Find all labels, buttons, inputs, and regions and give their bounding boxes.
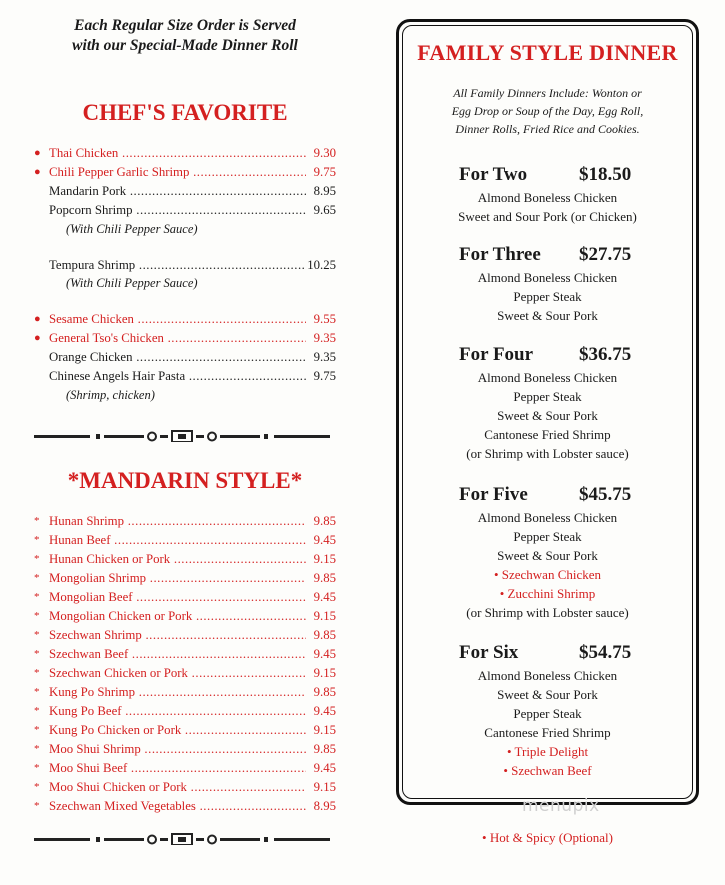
- spicy-bullet-icon: ●: [34, 147, 41, 159]
- menu-item: ● General Tso's Chicken ..... 9.35: [34, 329, 336, 348]
- asterisk-marker: *: [34, 515, 40, 527]
- family-group-price: $27.75: [579, 244, 632, 265]
- menu-item: * Moo Shui Chicken or Pork ..... 9.15: [34, 778, 336, 797]
- family-group-header: [399, 244, 696, 268]
- family-group-header: [399, 164, 696, 188]
- asterisk-marker: *: [34, 534, 40, 546]
- menu-item: * Kung Po Beef ..... 9.45: [34, 702, 336, 721]
- family-style-description: [419, 84, 676, 138]
- family-group-dish: Sweet & Sour Pork: [497, 687, 598, 702]
- menu-item: Orange Chicken ..... 9.35: [34, 348, 336, 367]
- family-group-label: For Six: [459, 642, 519, 663]
- family-group-dish: Pepper Steak: [513, 706, 582, 721]
- spicy-bullet-icon: ●: [34, 332, 41, 344]
- menu-item: * Moo Shui Beef ..... 9.45: [34, 759, 336, 778]
- family-group-dish: Almond Boneless Chicken: [477, 370, 618, 385]
- ornament-divider: [34, 430, 330, 442]
- asterisk-marker: *: [34, 705, 40, 717]
- description-line: Egg Drop or Soup of the Day, Egg Roll,: [451, 104, 644, 118]
- family-group: [399, 642, 696, 780]
- family-group-dish: Pepper Steak: [513, 389, 582, 404]
- description-line: All Family Dinners Include: Wonton or: [453, 86, 642, 100]
- family-group-dish: Pepper Steak: [513, 529, 582, 544]
- family-group: [399, 164, 696, 226]
- menu-item: * Hunan Beef ..... 9.45: [34, 531, 336, 550]
- hot-spicy-footnote: • Hot & Spicy (Optional): [482, 830, 613, 845]
- family-group-dish: Cantonese Fried Shrimp: [484, 725, 611, 740]
- menu-item: * Mongolian Chicken or Pork ..... 9.15: [34, 607, 336, 626]
- family-group-dish: • Triple Delight: [506, 744, 589, 759]
- mandarin-style-title: *MANDARIN STYLE*: [67, 468, 303, 493]
- family-group-dish: Almond Boneless Chicken: [477, 510, 618, 525]
- spicy-bullet-icon: ●: [34, 313, 41, 325]
- family-group-header: [399, 344, 696, 368]
- spicy-bullet-icon: ●: [34, 166, 41, 178]
- family-group-dish: Almond Boneless Chicken: [477, 190, 618, 205]
- family-group-header: [399, 642, 696, 666]
- menu-item: ● Sesame Chicken ..... 9.55: [34, 310, 336, 329]
- family-group-dish: Almond Boneless Chicken: [477, 668, 618, 683]
- menu-item: * Hunan Chicken or Pork ..... 9.15: [34, 550, 336, 569]
- menu-item: * Mongolian Shrimp ..... 9.85: [34, 569, 336, 588]
- family-group-label: For Two: [459, 164, 528, 185]
- family-group-price: $36.75: [579, 344, 632, 365]
- asterisk-marker: *: [34, 572, 40, 584]
- family-group-dish: • Szechwan Beef: [503, 763, 592, 778]
- menu-item: * Kung Po Shrimp ..... 9.85: [34, 683, 336, 702]
- menu-item: * Szechwan Mixed Vegetables ..... 8.95: [34, 797, 336, 816]
- asterisk-marker: *: [34, 610, 40, 622]
- menu-item: * Szechwan Beef ..... 9.45: [34, 645, 336, 664]
- watermark: menupix: [522, 796, 600, 816]
- family-group-dish: (or Shrimp with Lobster sauce): [466, 446, 629, 461]
- family-group-label: For Three: [459, 244, 541, 265]
- ornament-divider: [34, 833, 330, 845]
- family-group-label: For Five: [459, 484, 528, 505]
- item-note: (With Chili Pepper Sauce): [66, 276, 198, 290]
- menu-item: * Mongolian Beef ..... 9.45: [34, 588, 336, 607]
- family-group-dish: Almond Boneless Chicken: [477, 270, 618, 285]
- family-style-box: [396, 19, 699, 805]
- asterisk-marker: *: [34, 743, 40, 755]
- family-group: [399, 344, 696, 463]
- item-note: (With Chili Pepper Sauce): [66, 222, 198, 236]
- family-group-price: $45.75: [579, 484, 632, 505]
- asterisk-marker: *: [34, 667, 40, 679]
- asterisk-marker: *: [34, 781, 40, 793]
- family-group-dish: Sweet & Sour Pork: [497, 408, 598, 423]
- intro-line: with our Special-Made Dinner Roll: [72, 37, 298, 54]
- chefs-favorite-title: CHEF'S FAVORITE: [82, 100, 288, 125]
- menu-item: Tempura Shrimp ..... 10.25: [34, 256, 336, 275]
- family-group-dish: Sweet & Sour Pork: [497, 308, 598, 323]
- family-group-dish: • Szechwan Chicken: [493, 567, 602, 582]
- family-style-title: FAMILY STYLE DINNER: [417, 40, 678, 65]
- menu-item: * Hunan Shrimp ..... 9.85: [34, 512, 336, 531]
- family-group-dish: (or Shrimp with Lobster sauce): [466, 605, 629, 620]
- description-line: Dinner Rolls, Fried Rice and Cookies.: [455, 122, 640, 136]
- asterisk-marker: *: [34, 686, 40, 698]
- menu-item: ● Thai Chicken ..... 9.30: [34, 144, 336, 163]
- family-group-dish: Sweet & Sour Pork: [497, 548, 598, 563]
- menu-item: Mandarin Pork ..... 8.95: [34, 182, 336, 201]
- asterisk-marker: *: [34, 648, 40, 660]
- intro-line: Each Regular Size Order is Served: [74, 17, 296, 34]
- asterisk-marker: *: [34, 800, 40, 812]
- family-group-price: $54.75: [579, 642, 632, 663]
- asterisk-marker: *: [34, 629, 40, 641]
- menu-item: Popcorn Shrimp ..... 9.65: [34, 201, 336, 220]
- asterisk-marker: *: [34, 591, 40, 603]
- family-group-dish: Pepper Steak: [513, 289, 582, 304]
- family-group-dish: Cantonese Fried Shrimp: [484, 427, 611, 442]
- menu-item: ● Chili Pepper Garlic Shrimp ..... 9.75: [34, 163, 336, 182]
- family-group-dish: • Zucchini Shrimp: [499, 586, 596, 601]
- intro-text: [40, 16, 330, 56]
- item-note: (Shrimp, chicken): [66, 388, 155, 402]
- family-group-dish: Sweet and Sour Pork (or Chicken): [458, 209, 637, 224]
- family-group-price: $18.50: [579, 164, 632, 185]
- menu-item: * Kung Po Chicken or Pork ..... 9.15: [34, 721, 336, 740]
- menu-item: * Szechwan Chicken or Pork ..... 9.15: [34, 664, 336, 683]
- menu-item: * Moo Shui Shrimp ..... 9.85: [34, 740, 336, 759]
- family-group: [399, 244, 696, 325]
- family-group-header: [399, 484, 696, 508]
- asterisk-marker: *: [34, 553, 40, 565]
- menu-item: Chinese Angels Hair Pasta ..... 9.75: [34, 367, 336, 386]
- asterisk-marker: *: [34, 762, 40, 774]
- family-group: [399, 484, 696, 622]
- family-group-label: For Four: [459, 344, 534, 365]
- asterisk-marker: *: [34, 724, 40, 736]
- menu-item: * Szechwan Shrimp ..... 9.85: [34, 626, 336, 645]
